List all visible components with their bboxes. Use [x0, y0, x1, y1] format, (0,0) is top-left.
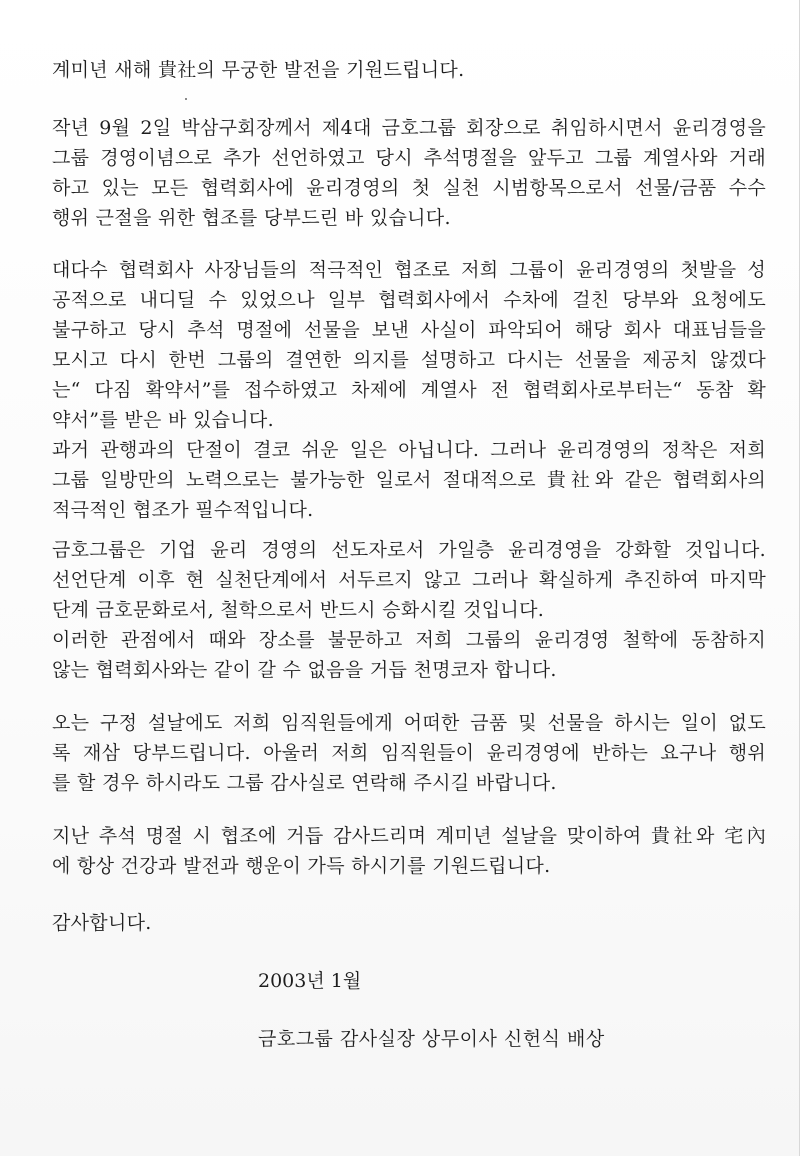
paragraph-5-line: 지난 추석 명절 시 협조에 거듭 감사드리며 계미년 설날을 맞이하여 貴社와 宅內	[52, 825, 766, 847]
closing-line: 감사합니다.	[52, 912, 152, 934]
paragraph-1-line: 작년 9월 2일 박삼구회장께서 제4대 금호그룹 회장으로 취임하시면서 윤리경영을	[52, 117, 766, 139]
paragraph-3	[52, 535, 766, 685]
closing	[52, 908, 766, 938]
paragraph-2-line: 불구하고 당시 추석 명절에 선물을 보낸 사실이 파악되어 해당 회사 대표님들을	[52, 319, 766, 341]
paragraph-2	[52, 255, 766, 525]
paragraph-1-line: 그룹 경영이념으로 추가 선언하였고 당시 추석명절을 앞두고 그룹 계열사와 거래	[52, 147, 766, 169]
signature: 금호그룹 감사실장 상무이사 신헌식 배상	[258, 1028, 605, 1050]
paragraph-3-line: 선언단계 이후 현 실천단계에서 서두르지 않고 그러나 확실하게 추진하여 마지막	[52, 569, 766, 591]
greeting	[52, 55, 766, 85]
paragraph-4-line: 록 재삼 당부드립니다. 아울러 저희 임직원들이 윤리경영에 반하는 요구나 행위	[52, 742, 766, 764]
paragraph-3-line: 단계 금호문화로서, 철학으로서 반드시 승화시킬 것입니다.	[52, 599, 545, 621]
paragraph-3-line: 금호그룹은 기업 윤리 경영의 선도자로서 가일층 윤리경영을 강화할 것입니다.	[52, 539, 766, 561]
paragraph-1-line: 행위 근절을 위한 협조를 당부드린 바 있습니다.	[52, 207, 451, 229]
paragraph-5-line: 에 항상 건강과 발전과 행운이 가득 하시기를 기원드립니다.	[52, 855, 551, 877]
paragraph-1-line: 하고 있는 모든 협력회사에 윤리경영의 첫 실천 시범항목으로서 선물/금품 수수	[52, 177, 766, 199]
paragraph-2-line: 공적으로 내디딜 수 있었으나 일부 협력회사에서 수차에 걸친 당부와 요청에도	[52, 289, 766, 311]
letter-date: 2003년 1월	[258, 970, 362, 992]
paragraph-2-line: 약서”를 받은 바 있습니다.	[52, 409, 274, 431]
paragraph-4	[52, 708, 766, 798]
scan-speck	[185, 98, 187, 100]
paragraph-2-line: 적극적인 협조가 필수적입니다.	[52, 499, 314, 521]
paragraph-2-line: 대다수 협력회사 사장님들의 적극적인 협조로 저희 그룹이 윤리경영의 첫발을 성	[52, 259, 766, 281]
paragraph-3-line: 이러한 관점에서 때와 장소를 불문하고 저희 그룹의 윤리경영 철학에 동참하지	[52, 629, 766, 651]
paragraph-2-line: 는“ 다짐 확약서”를 접수하였고 차제에 계열사 전 협력회사로부터는“ 동참 확	[52, 379, 766, 401]
paragraph-3-line: 않는 협력회사와는 같이 갈 수 없음을 거듭 천명코자 합니다.	[52, 659, 557, 681]
paragraph-5	[52, 821, 766, 881]
paragraph-2-line: 모시고 다시 한번 그룹의 결연한 의지를 설명하고 다시는 선물을 제공치 않겠다	[52, 349, 766, 371]
paragraph-2-line: 그룹 일방만의 노력으로는 불가능한 일로서 절대적으로 貴社와 같은 협력회사의	[52, 469, 766, 491]
paragraph-1	[52, 113, 766, 233]
paragraph-4-line: 오는 구정 설날에도 저희 임직원들에게 어떠한 금품 및 선물을 하시는 일이 없도	[52, 712, 766, 734]
paragraph-2-line: 과거 관행과의 단절이 결코 쉬운 일은 아닙니다. 그러나 윤리경영의 정착은 저희	[52, 439, 766, 461]
paragraph-4-line: 를 할 경우 하시라도 그룹 감사실로 연락해 주시길 바랍니다.	[52, 772, 557, 794]
greeting-line: 계미년 새해 貴社의 무궁한 발전을 기원드립니다.	[52, 59, 465, 81]
